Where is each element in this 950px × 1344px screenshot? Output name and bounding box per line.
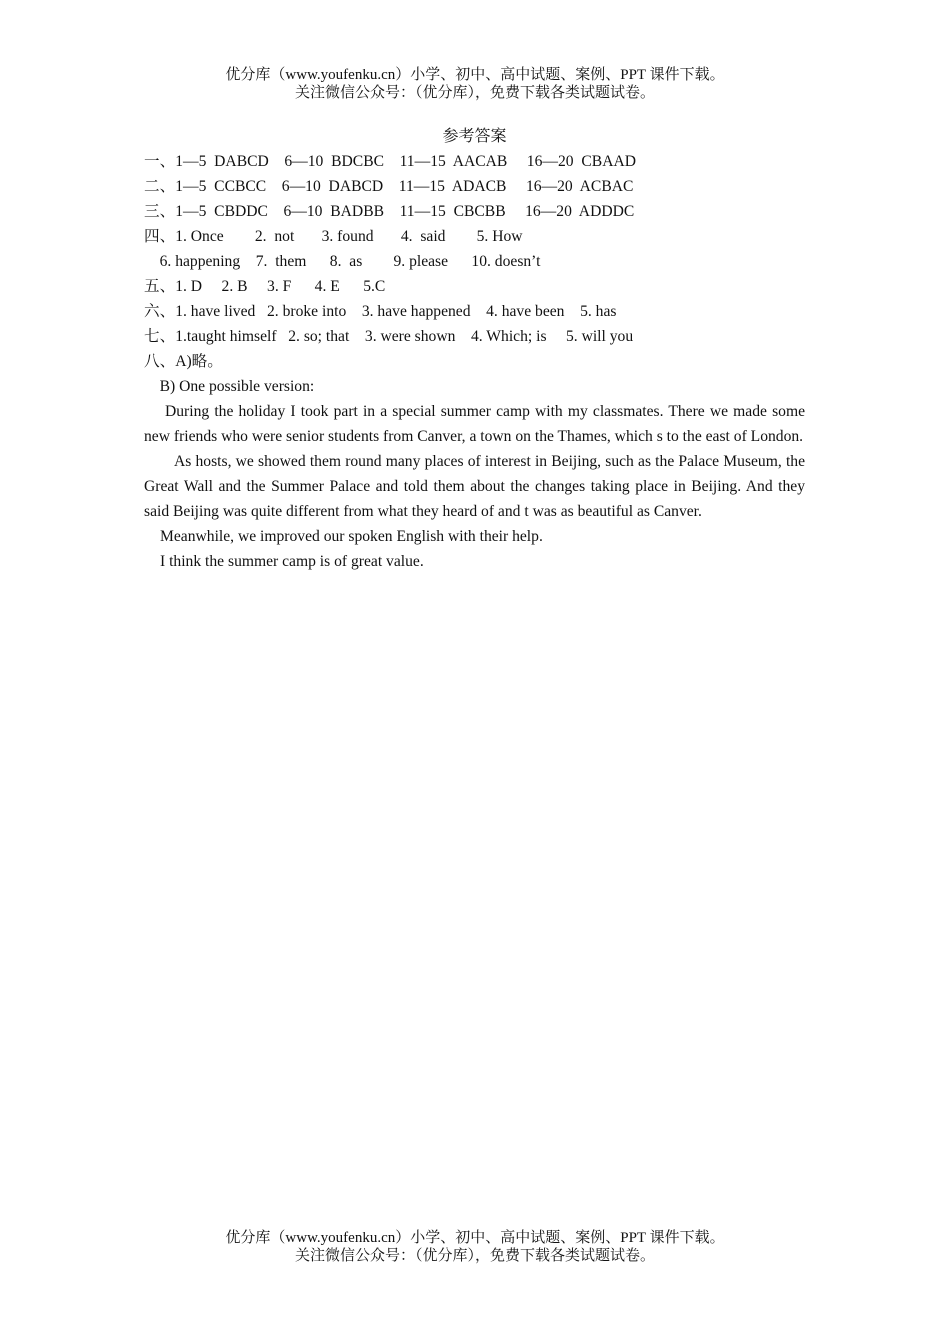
essay — [144, 399, 805, 574]
document-body — [144, 124, 805, 574]
answer-row-8: 七、1.taught himself 2. so; that 3. were shown 4. Which; is 5. will you — [144, 328, 634, 345]
answer-row-5: 6. happening 7. them 8. as 9. please 10. doesn’t — [144, 253, 541, 270]
page-header — [0, 66, 950, 102]
header-line-1: 优分库（www.youfenku.cn）小学、初中、高中试题、案例、PPT 课件下载。 — [225, 67, 725, 83]
footer-line-2: 关注微信公众号：（优分库），免费下载各类试题试卷。 — [294, 1248, 655, 1264]
essay-paragraph-3: Meanwhile, we improved our spoken English with their help. — [160, 528, 543, 545]
answer-row-7: 六、1. have lived 2. broke into 3. have happened 4. have been 5. has — [144, 303, 617, 320]
essay-paragraph-2: As hosts, we showed them round many places of interest in Beijing, such as the Palace Museum, the Great Wall and the Summer Palace and told them about the changes taking place in Beijing. And they said Beijing was quite different from what they heard of and t was as beautiful as Canver. — [144, 453, 805, 520]
answer-row-9: 八、A)略。 — [144, 353, 223, 370]
page-footer — [0, 1229, 950, 1265]
document-title: 参考答案 — [442, 128, 507, 145]
essay-paragraph-1: During the holiday I took part in a special summer camp with my classmates. There we made some new friends who were senior students from Canver, a town on the Thames, which s to the east of London. — [144, 403, 805, 445]
answer-row-2: 二、1—5 CCBCC 6—10 DABCD 11—15 ADACB 16—20 ACBAC — [144, 178, 634, 195]
answer-key — [144, 149, 805, 399]
answer-row-4: 四、1. Once 2. not 3. found 4. said 5. How — [144, 228, 523, 245]
answer-row-6: 五、1. D 2. B 3. F 4. E 5.C — [144, 278, 386, 295]
answer-row-1: 一、1—5 DABCD 6—10 BDCBC 11—15 AACAB 16—20 CBAAD — [144, 153, 636, 170]
essay-paragraph-4: I think the summer camp is of great value. — [160, 553, 424, 570]
header-line-2: 关注微信公众号：（优分库），免费下载各类试题试卷。 — [294, 85, 655, 101]
footer-line-1: 优分库（www.youfenku.cn）小学、初中、高中试题、案例、PPT 课件下载。 — [225, 1230, 725, 1246]
answer-row-3: 三、1—5 CBDDC 6—10 BADBB 11—15 CBCBB 16—20 ADDDC — [144, 203, 635, 220]
answer-row-10: B) One possible version: — [144, 378, 315, 395]
